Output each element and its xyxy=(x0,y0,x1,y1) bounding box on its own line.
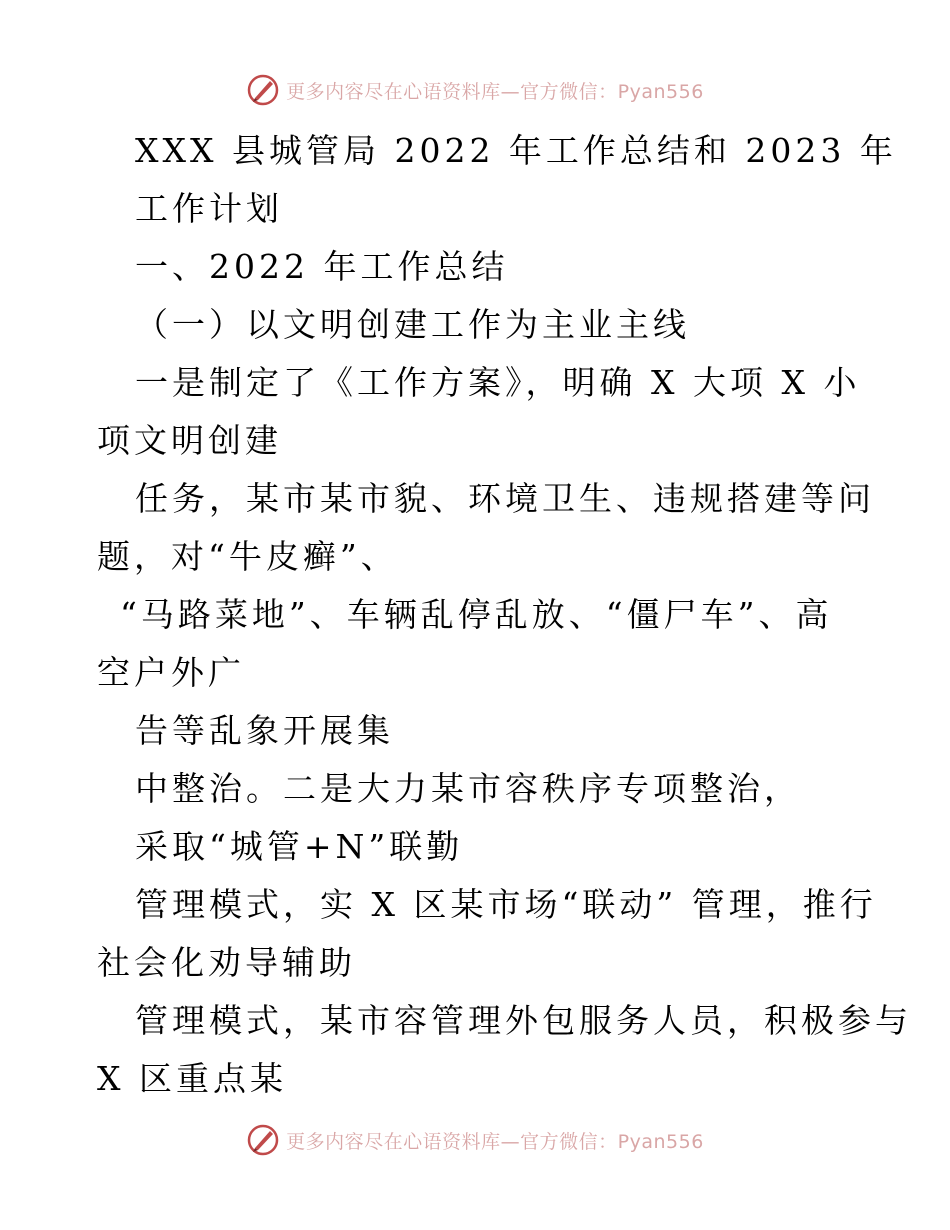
paragraph-line: 中整治。二是大力某市容秩序专项整治， xyxy=(135,769,801,808)
paragraph-line: 题，对“牛皮癣”、 xyxy=(97,537,398,576)
section-heading: 一、2022 年工作总结 xyxy=(135,247,509,286)
footer-watermark xyxy=(0,1120,950,1160)
paragraph-line: 任务，某市某市貌、环境卫生、违规搭建等问 xyxy=(135,479,875,518)
paragraph-line: 管理模式，某市容管理外包服务人员，积极参与 xyxy=(135,1001,912,1040)
watermark-text: 更多内容尽在心语资料库—官方微信：Pyan556 xyxy=(286,1130,704,1153)
paragraph-line: 管理模式，实 X 区某市场“联动” 管理，推行 xyxy=(135,885,877,924)
paragraph-line: 一是制定了《工作方案》，明确 X 大项 X 小 xyxy=(135,363,861,402)
paragraph-line: X 区重点某 xyxy=(97,1059,287,1098)
watermark-text: 更多内容尽在心语资料库—官方微信：Pyan556 xyxy=(286,80,704,103)
doc-title-line-1: XXX 县城管局 2022 年工作总结和 2023 年 xyxy=(135,131,897,170)
paragraph-line: 空户外广 xyxy=(97,653,245,692)
paragraph-line: 项文明创建 xyxy=(97,421,282,460)
paragraph-line: “马路菜地”、车辆乱停乱放、“僵尸车”、高 xyxy=(120,595,833,634)
paragraph-line: 告等乱象开展集 xyxy=(135,711,394,750)
doc-title-line-2: 工作计划 xyxy=(135,189,283,228)
quill-pen-logo-icon xyxy=(246,1123,280,1157)
quill-pen-logo-icon xyxy=(246,73,280,107)
paragraph-line: 采取“城管+N”联勤 xyxy=(135,827,464,866)
header-watermark xyxy=(0,70,950,110)
paragraph-line: 社会化劝导辅助 xyxy=(97,943,356,982)
subsection-heading: （一）以文明创建工作为主业主线 xyxy=(135,305,690,344)
